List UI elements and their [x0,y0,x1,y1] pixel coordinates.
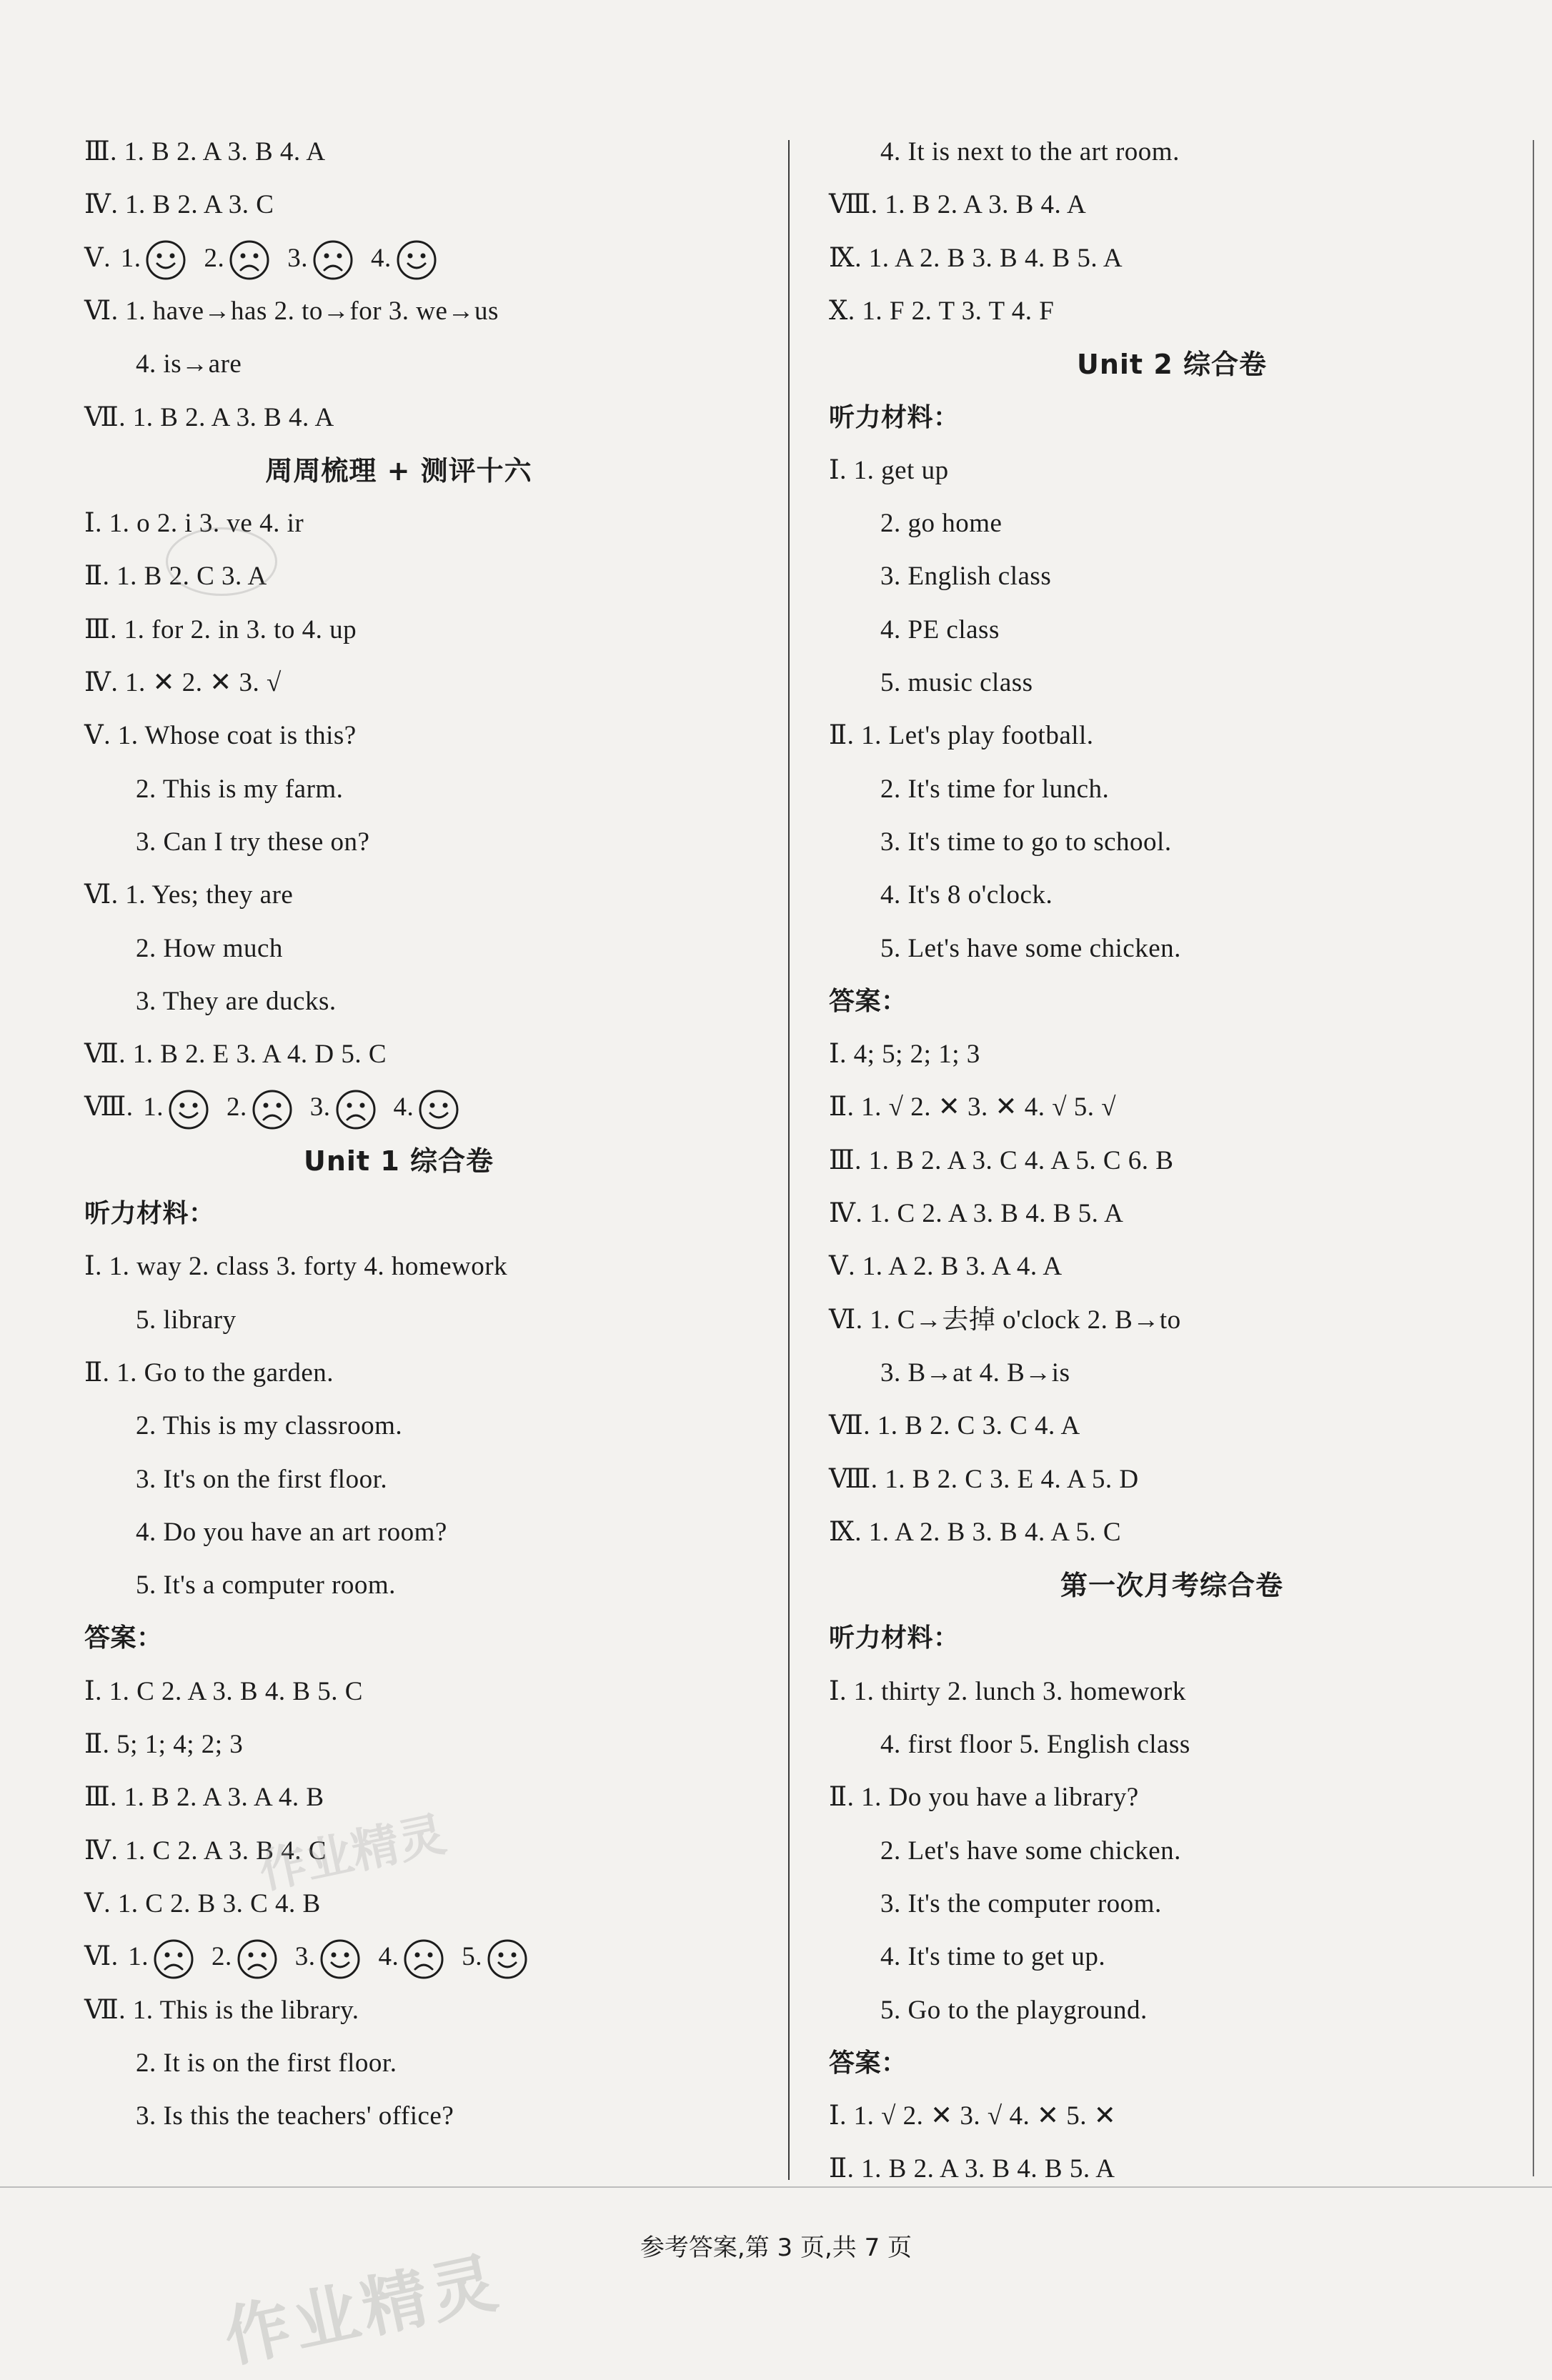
answer-line: 4. PE class [880,614,1000,644]
item-number: 1. [120,243,141,273]
watermark-middle: 作业精灵 [254,1806,451,1900]
answer-line: 4. first floor 5. English class [880,1730,1190,1759]
section-heading: Unit 1 综合卷 [304,1145,494,1177]
question-number: Ⅷ. [84,1092,141,1122]
answer-line: Ⅱ. 1. B 2. A 3. B 4. B 5. A [829,2154,1115,2184]
answer-line: 2. It's time for lunch. [880,774,1110,804]
section-label: 听力材料： [84,1199,215,1228]
answer-line: 3. English class [880,562,1052,592]
faces-answer-row [84,1086,464,1129]
answer-line: Ⅱ. 1. Go to the garden. [84,1358,334,1388]
answer-line: 3. It's time to go to school. [880,827,1172,857]
faces-answer-row [84,237,442,280]
page-edge-line [1533,140,1534,2176]
answer-line: 2. This is my classroom. [136,1411,403,1441]
answer-line: 3. B→at 4. B→is [880,1358,1070,1388]
question-number: Ⅴ. [84,243,118,273]
answer-line: 3. They are ducks. [136,986,337,1016]
answer-line: 2. It is on the first floor. [136,2048,397,2078]
item-number: 3. [309,1092,331,1122]
answer-line: Ⅳ. 1. C 2. A 3. B 4. C [84,1836,327,1866]
answer-line: 5. library [136,1305,237,1335]
sad-face-icon [252,1089,293,1130]
answer-line: Ⅵ. 1. Yes; they are [84,880,294,910]
answer-line: Ⅳ. 1. B 2. A 3. C [84,190,274,220]
item-number: 1. [128,1942,149,1972]
section-label: 听力材料： [829,402,960,432]
item-number: 3. [287,243,308,273]
answer-line: Ⅲ. 1. B 2. A 3. A 4. B [84,1783,324,1813]
answer-line: Ⅰ. 1. o 2. i 3. ve 4. ir [84,509,304,539]
answer-line: Ⅱ. 1. √ 2. ✕ 3. ✕ 4. √ 5. √ [829,1092,1117,1122]
sad-face-icon [229,239,270,281]
watermark-bottom: 作业精灵 [217,2244,508,2377]
answer-line: Ⅴ. 1. A 2. B 3. A 4. A [829,1252,1063,1282]
answer-line: Ⅰ. 1. C 2. A 3. B 4. B 5. C [84,1676,363,1706]
answer-line: Ⅲ. 1. B 2. A 3. B 4. A [84,137,326,166]
answer-line: Ⅴ. 1. Whose coat is this? [84,721,357,751]
answer-line: 2. Let's have some chicken. [880,1836,1181,1866]
answer-line: Ⅱ. 1. B 2. C 3. A [84,562,267,592]
section-heading: Unit 2 综合卷 [1077,349,1267,381]
section-label: 听力材料： [829,1623,960,1653]
item-number: 4. [378,1942,399,1972]
item-number: 2. [211,1942,232,1972]
page-footer: 参考答案,第 3 页,共 7 页 [640,2234,912,2262]
faces-answer-row [84,1936,532,1978]
sad-face-icon [335,1089,377,1130]
answer-line: Ⅱ. 1. Let's play football. [829,721,1094,751]
item-number: 2. [204,243,225,273]
item-number: 4. [370,243,392,273]
answer-line: Ⅵ. 1. C→去掉 o'clock 2. B→to [829,1305,1181,1335]
answer-line: Ⅸ. 1. A 2. B 3. B 4. B 5. A [829,243,1123,273]
sad-face-icon [312,239,354,281]
answer-line: Ⅱ. 1. Do you have a library? [829,1783,1139,1813]
answer-line: Ⅳ. 1. ✕ 2. ✕ 3. √ [84,668,282,697]
answer-line: Ⅰ. 1. thirty 2. lunch 3. homework [829,1676,1186,1706]
section-heading: 第一次月考综合卷 [1060,1570,1283,1602]
smiley-face-icon [168,1089,209,1130]
answer-line: Ⅵ. 1. have→has 2. to→for 3. we→us [84,296,499,326]
answer-line: 5. Go to the playground. [880,1995,1148,2025]
smiley-face-icon [145,239,186,281]
section-label: 答案： [84,1623,163,1653]
answer-line: Ⅶ. 1. B 2. C 3. C 4. A [829,1411,1080,1441]
answer-line: Ⅸ. 1. A 2. B 3. B 4. A 5. C [829,1517,1122,1547]
answer-line: Ⅰ. 1. way 2. class 3. forty 4. homework [84,1252,508,1282]
item-number: 4. [393,1092,414,1122]
answer-line: Ⅶ. 1. This is the library. [84,1995,359,2025]
answer-line: 4. Do you have an art room? [136,1517,447,1547]
column-divider [788,140,790,2180]
sad-face-icon [237,1938,278,1980]
answer-line: 4. It is next to the art room. [880,137,1180,166]
answer-line: 2. go home [880,509,1003,539]
answer-line: 3. It's on the first floor. [136,1464,388,1494]
answer-line: Ⅲ. 1. for 2. in 3. to 4. up [84,614,357,644]
answer-line: 5. Let's have some chicken. [880,933,1181,963]
answer-line: Ⅶ. 1. B 2. A 3. B 4. A [84,402,334,432]
section-label: 答案： [829,2048,907,2078]
answer-line: 2. How much [136,933,283,963]
answer-line: Ⅷ. 1. B 2. C 3. E 4. A 5. D [829,1464,1139,1494]
smiley-face-icon [396,239,437,281]
answer-line: Ⅷ. 1. B 2. A 3. B 4. A [829,190,1087,220]
answer-line: Ⅲ. 1. B 2. A 3. C 4. A 5. C 6. B [829,1145,1174,1175]
item-number: 3. [294,1942,316,1972]
answer-line: Ⅴ. 1. C 2. B 3. C 4. B [84,1888,321,1918]
question-number: Ⅵ. [84,1942,126,1972]
footer-divider [0,2186,1552,2188]
item-number: 1. [143,1092,164,1122]
answer-line: Ⅹ. 1. F 2. T 3. T 4. F [829,296,1055,326]
smiley-face-icon [319,1938,361,1980]
item-number: 5. [462,1942,482,1972]
answer-line: 4. It's time to get up. [880,1942,1106,1972]
sad-face-icon [153,1938,194,1980]
answer-line: Ⅱ. 5; 1; 4; 2; 3 [84,1730,244,1759]
answer-line: 5. It's a computer room. [136,1570,396,1600]
section-label: 答案： [829,986,907,1016]
answer-line: Ⅰ. 1. get up [829,455,949,485]
smiley-face-icon [487,1938,528,1980]
answer-line: 3. Is this the teachers' office? [136,2101,454,2131]
answer-line: 2. This is my farm. [136,774,344,804]
answer-line: 4. It's 8 o'clock. [880,880,1053,910]
answer-line: 5. music class [880,668,1033,697]
answer-line: Ⅳ. 1. C 2. A 3. B 4. B 5. A [829,1199,1124,1228]
section-heading: 周周梳理 + 测评十六 [265,454,532,487]
answer-line: 4. is→are [136,349,242,379]
answer-line: 3. It's the computer room. [880,1888,1162,1918]
answer-line: Ⅶ. 1. B 2. E 3. A 4. D 5. C [84,1040,387,1070]
sad-face-icon [403,1938,444,1980]
faint-stamp [166,527,277,596]
smiley-face-icon [418,1089,459,1130]
item-number: 2. [227,1092,247,1122]
answer-line: Ⅰ. 1. √ 2. ✕ 3. √ 4. ✕ 5. ✕ [829,2101,1117,2131]
answer-line: Ⅰ. 4; 5; 2; 1; 3 [829,1040,980,1070]
answer-line: 3. Can I try these on? [136,827,370,857]
